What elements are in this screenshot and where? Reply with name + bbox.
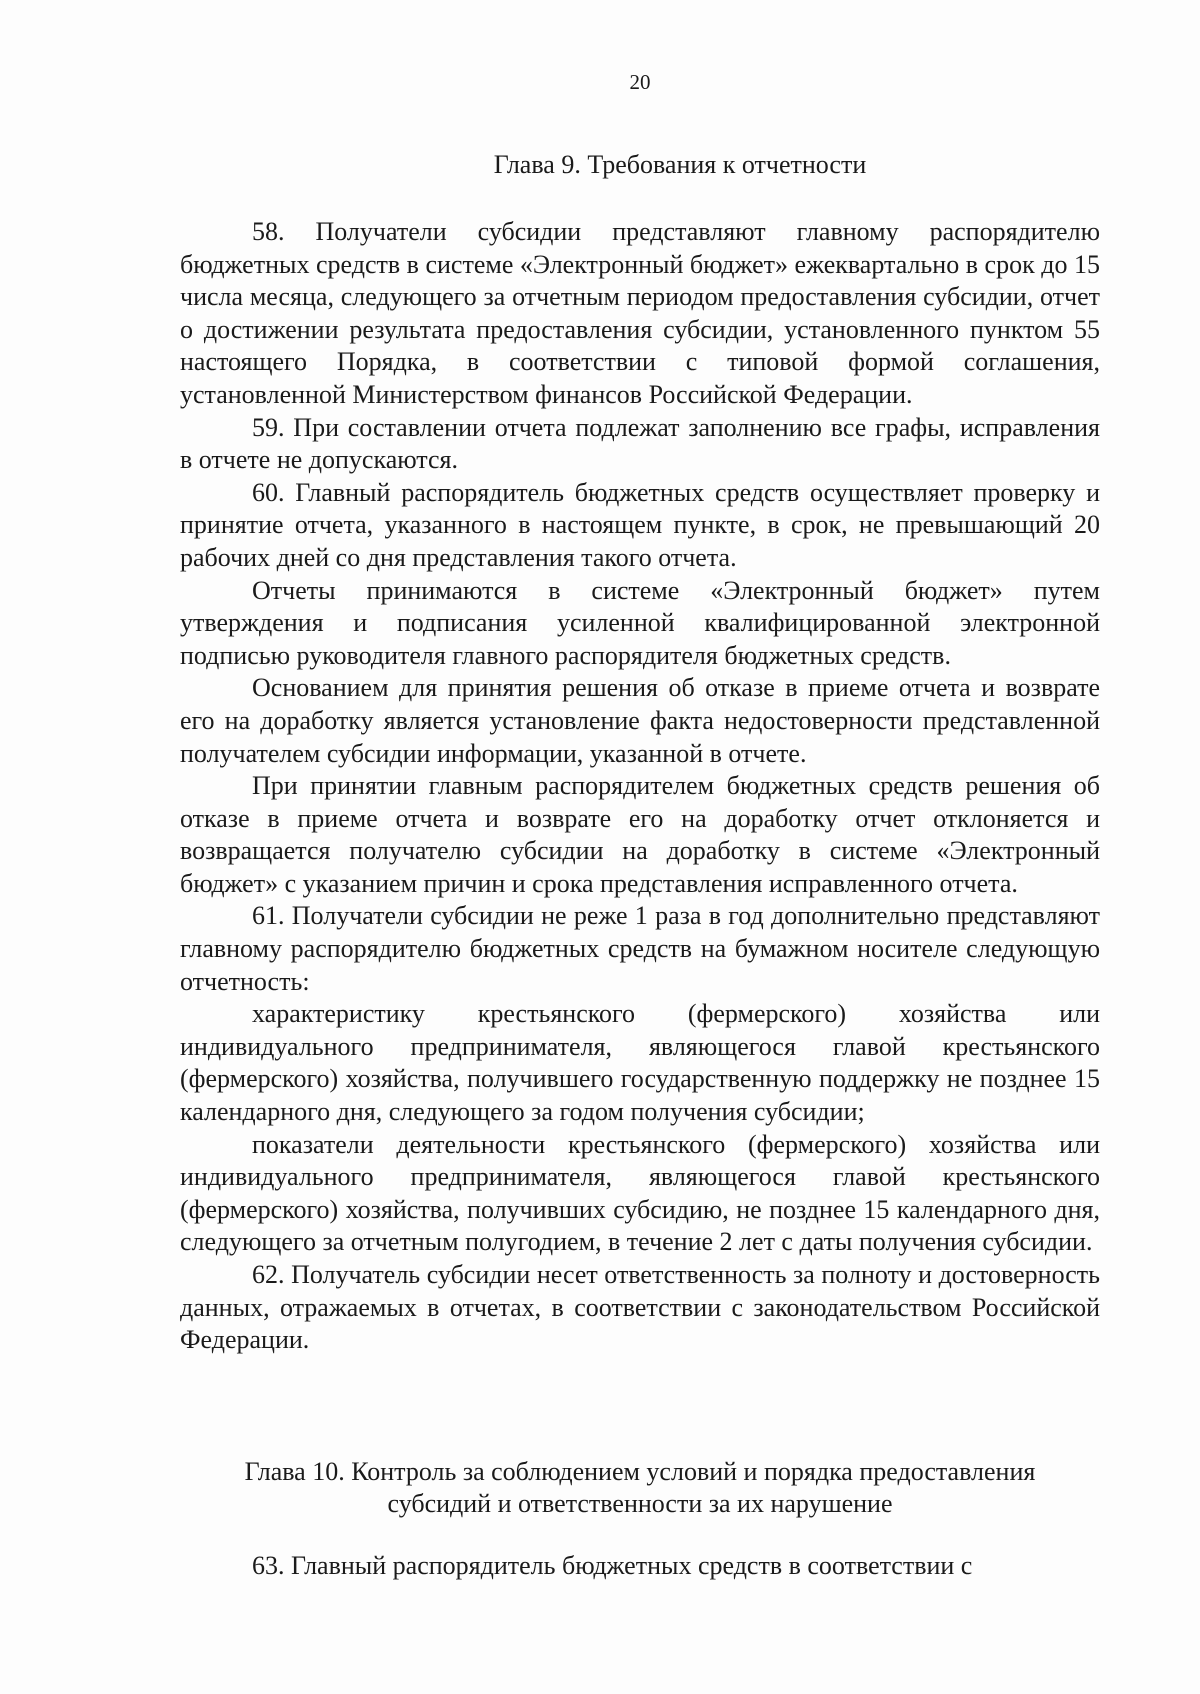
page-number: 20: [629, 70, 651, 94]
paragraph-61: 61. Получатели субсидии не реже 1 раза в год дополнительно представляют главному распорядителю бюджетных средств на бумажном носителе следующую отчетность:: [180, 901, 1100, 996]
paragraph-58: 58. Получатели субсидии представляют главному распорядителю бюджетных средств в системе «Электронный бюджет» ежеквартально в срок до 15 числа месяца, следующего за отчетным периодом предоставления субсидии, отчет о достижении результата предоставления субсидии, установленного пунктом 55 настоящего Порядка, в соответствии с типовой формой соглашения, установленной Министерством финансов Российской Федерации.: [180, 217, 1100, 409]
paragraph-59: 59. При составлении отчета подлежат заполнению все графы, исправления в отчете не допускаются.: [180, 412, 1100, 475]
paragraph-60-reports-acceptance: Отчеты принимаются в системе «Электронный бюджет» путем утверждения и подписания усиленной квалифицированной электронной подписью руководителя главного распорядителя бюджетных средств.: [180, 575, 1100, 670]
chapter-10-body: [180, 1550, 1100, 1583]
chapter-9-body: [180, 216, 1100, 1357]
chapter-10-title: [190, 1456, 1090, 1520]
paragraph-60-refusal-grounds: Основанием для принятия решения об отказе в приеме отчета и возврате его на доработку является установление факта недостоверности представленной получателем субсидии информации, указанной в отчете.: [180, 673, 1100, 768]
paragraph-63: 63. Главный распорядитель бюджетных средств в соответствии с: [252, 1551, 973, 1580]
chapter-9-title: Глава 9. Требования к отчетности: [493, 150, 867, 179]
paragraph-61-indicators: показатели деятельности крестьянского (фермерского) хозяйства или индивидуального предпринимателя, являющегося главой крестьянского (фермерского) хозяйства, получивших субсидию, не позднее 15 календарного дня, следующего за отчетным полугодием, в течение 2 лет с даты получения субсидии.: [180, 1129, 1100, 1257]
paragraph-61-characteristic: характеристику крестьянского (фермерского) хозяйства или индивидуального предпринимателя, являющегося главой крестьянского (фермерского) хозяйства, получившего государственную поддержку не позднее 15 календарного дня, следующего за годом получения субсидии;: [180, 999, 1100, 1127]
chapter-10-title-line-1: Глава 10. Контроль за соблюдением условий и порядка предоставления: [244, 1457, 1036, 1486]
chapter-10-title-line-2: субсидий и ответственности за их нарушение: [387, 1489, 893, 1518]
paragraph-60-refusal-procedure: При принятии главным распорядителем бюджетных средств решения об отказе в приеме отчета и возврате его на доработку отчет отклоняется и возвращается получателю субсидии на доработку в системе «Электронный бюджет» с указанием причин и срока представления исправленного отчета.: [180, 771, 1100, 898]
paragraph-60: 60. Главный распорядитель бюджетных средств осуществляет проверку и принятие отчета, указанного в настоящем пункте, в срок, не превышающий 20 рабочих дней со дня представления такого отчета.: [180, 477, 1100, 572]
paragraph-62: 62. Получатель субсидии несет ответственность за полноту и достоверность данных, отражаемых в отчетах, в соответствии с законодательством Российской Федерации.: [180, 1260, 1100, 1355]
